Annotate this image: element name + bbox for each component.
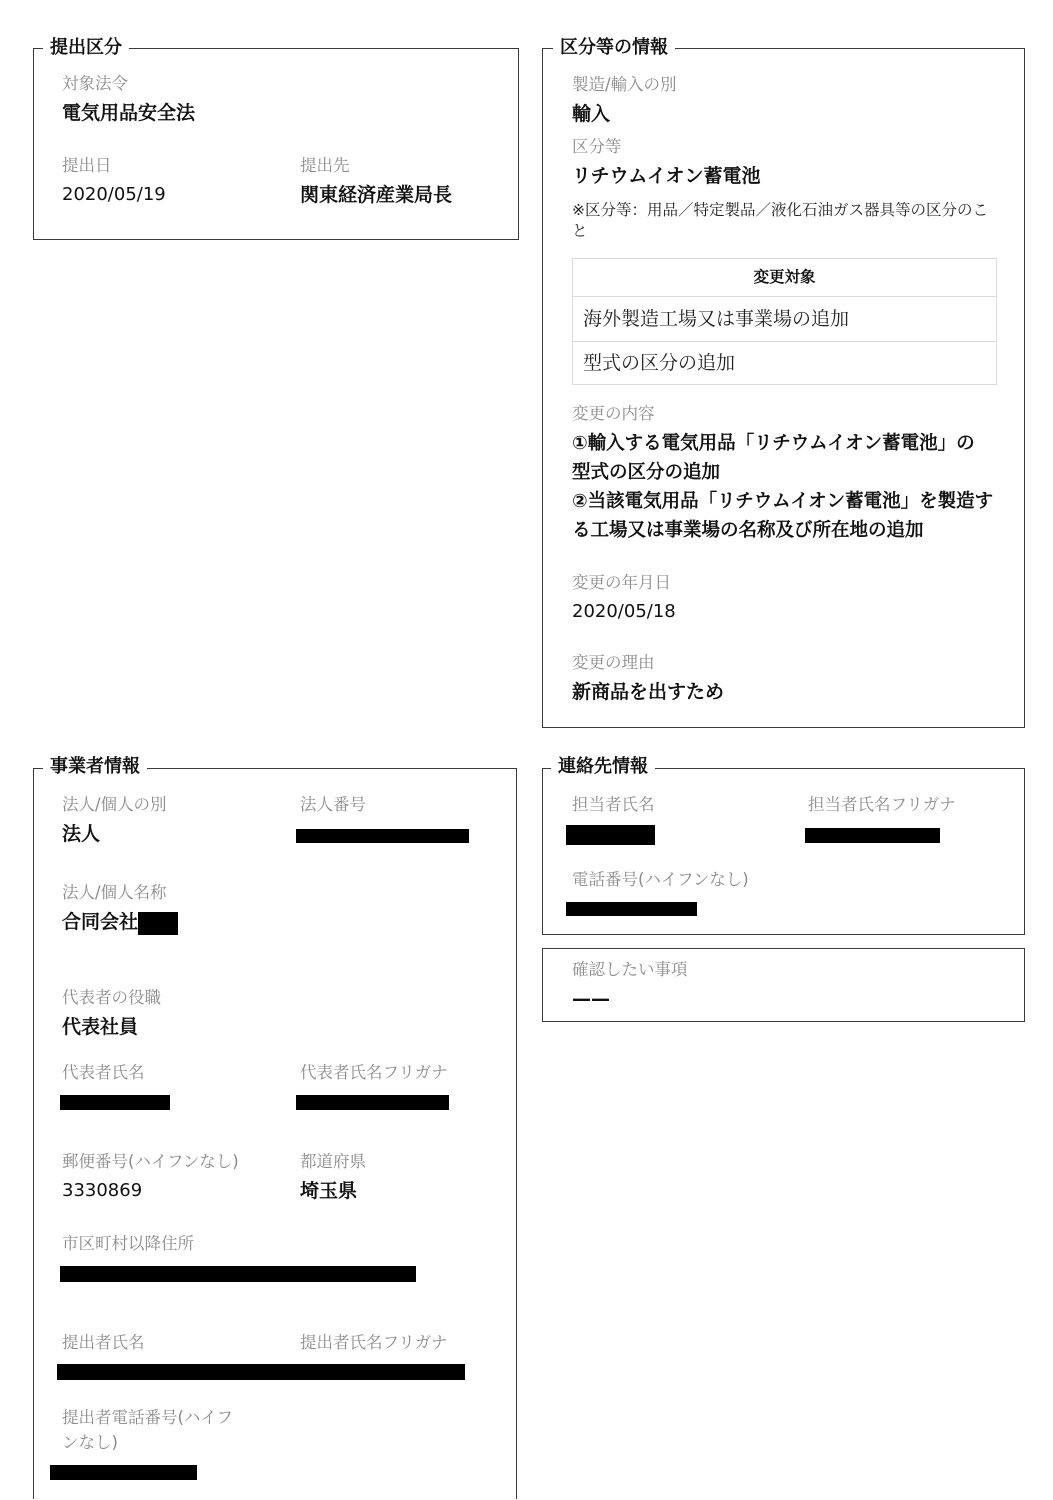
submitted-to-field: [300, 155, 452, 207]
entity-name-text: 合同会社: [62, 911, 139, 933]
representative-name-kana-redaction: [296, 1095, 449, 1110]
change-reason-label: 変更の理由: [572, 653, 655, 672]
classification-section: [542, 37, 1025, 728]
representative-name-label: 代表者氏名: [62, 1063, 145, 1082]
change-date-field: [572, 572, 676, 624]
change-content-line: 型式の区分の追加: [572, 462, 721, 483]
table-row: 型式の区分の追加: [573, 341, 996, 384]
corporate-number-field: [300, 794, 366, 816]
submitter-name-kana-field: [300, 1332, 448, 1354]
representative-name-field: [62, 1062, 145, 1084]
person-name-kana-field: [808, 794, 956, 816]
person-name-field: [572, 794, 655, 816]
contact-section-legend: 連絡先情報: [551, 755, 655, 779]
entity-type-value: 法人: [62, 823, 101, 845]
entity-name-value: [62, 910, 178, 934]
change-date-label: 変更の年月日: [572, 573, 671, 592]
classification-note: ※区分等：用品／特定製品／液化石油ガス器具等の区分のこと: [572, 201, 988, 240]
change-content-field: [572, 403, 993, 545]
representative-title-field: [62, 987, 161, 1039]
entity-name-label: 法人/個人名称: [62, 883, 167, 902]
submission-date-field: [62, 155, 166, 207]
submitter-phone-redaction: [50, 1465, 197, 1480]
submitted-to-value: 関東経済産業局長: [300, 184, 453, 206]
submitter-phone-field: [62, 1405, 246, 1455]
change-reason-field: [572, 652, 724, 704]
change-content-line: ②当該電気用品「リチウムイオン蓄電池」を製造す: [572, 491, 994, 512]
manufacture-or-import-value: 輸入: [572, 103, 611, 125]
postal-code-field: [62, 1151, 239, 1203]
contact-phone-label: 電話番号(ハイフンなし): [572, 870, 749, 889]
inquiry-field: [572, 959, 688, 1011]
table-row: 海外製造工場又は事業場の追加: [573, 296, 996, 341]
change-reason-value: 新商品を出すため: [572, 681, 725, 703]
representative-name-kana-label: 代表者氏名フリガナ: [300, 1063, 448, 1082]
entity-name-redaction: [138, 912, 178, 935]
contact-phone-redaction: [566, 902, 697, 916]
submitter-name-field: [62, 1332, 145, 1354]
corporate-number-redaction: [296, 829, 469, 843]
change-target-table: [572, 258, 997, 385]
address-field: [62, 1233, 194, 1255]
target-law-field: [62, 73, 195, 125]
business-section: [33, 756, 517, 1499]
submission-section-legend: 提出区分: [43, 36, 129, 60]
submitter-name-redaction: [57, 1364, 465, 1380]
representative-title-value: 代表社員: [62, 1016, 139, 1038]
classification-field: [572, 136, 760, 188]
representative-name-redaction: [60, 1095, 170, 1110]
submitter-phone-label: 提出者電話番号(ハイフンなし): [62, 1408, 233, 1452]
change-target-header: 変更対象: [753, 268, 816, 286]
postal-code-label: 郵便番号(ハイフンなし): [62, 1152, 239, 1171]
contact-section: [542, 756, 1025, 935]
manufacture-or-import-label: 製造/輸入の別: [572, 75, 677, 94]
contact-phone-field: [572, 869, 749, 891]
submission-date-value: 2020/05/19: [62, 184, 166, 205]
entity-type-label: 法人/個人の別: [62, 795, 167, 814]
person-name-label: 担当者氏名: [572, 795, 655, 814]
change-date-value: 2020/05/18: [572, 601, 676, 622]
manufacture-or-import-field: [572, 74, 677, 126]
person-name-kana-redaction: [805, 828, 940, 843]
entity-type-field: [62, 794, 167, 846]
inquiry-value: ——: [572, 988, 610, 1010]
change-content-text: [572, 429, 993, 545]
address-label: 市区町村以降住所: [62, 1234, 194, 1253]
inquiry-label: 確認したい事項: [572, 960, 688, 979]
submission-section: [33, 37, 519, 240]
classification-section-legend: 区分等の情報: [553, 36, 675, 60]
change-content-line: る工場又は事業場の名称及び所在地の追加: [572, 520, 924, 541]
classification-value: リチウムイオン蓄電池: [572, 165, 761, 187]
classification-label: 区分等: [572, 137, 622, 156]
business-section-legend: 事業者情報: [43, 755, 147, 779]
prefecture-field: [300, 1151, 366, 1203]
corporate-number-label: 法人番号: [300, 795, 366, 814]
change-content-label: 変更の内容: [572, 404, 655, 423]
entity-name-field: [62, 882, 178, 934]
target-law-value: 電気用品安全法: [62, 102, 196, 124]
representative-title-label: 代表者の役職: [62, 988, 161, 1007]
inquiry-section: [542, 948, 1025, 1022]
prefecture-value: 埼玉県: [300, 1180, 358, 1202]
change-content-line: ①輸入する電気用品「リチウムイオン蓄電池」の: [572, 433, 975, 454]
prefecture-label: 都道府県: [300, 1152, 366, 1171]
submitter-name-label: 提出者氏名: [62, 1333, 145, 1352]
submission-date-label: 提出日: [62, 156, 112, 175]
postal-code-value: 3330869: [62, 1180, 143, 1201]
target-law-label: 対象法令: [62, 74, 128, 93]
person-name-kana-label: 担当者氏名フリガナ: [808, 795, 956, 814]
submitter-name-kana-label: 提出者氏名フリガナ: [300, 1333, 448, 1352]
representative-name-kana-field: [300, 1062, 448, 1084]
submitted-to-label: 提出先: [300, 156, 350, 175]
address-redaction: [60, 1266, 416, 1282]
person-name-redaction: [566, 825, 655, 845]
